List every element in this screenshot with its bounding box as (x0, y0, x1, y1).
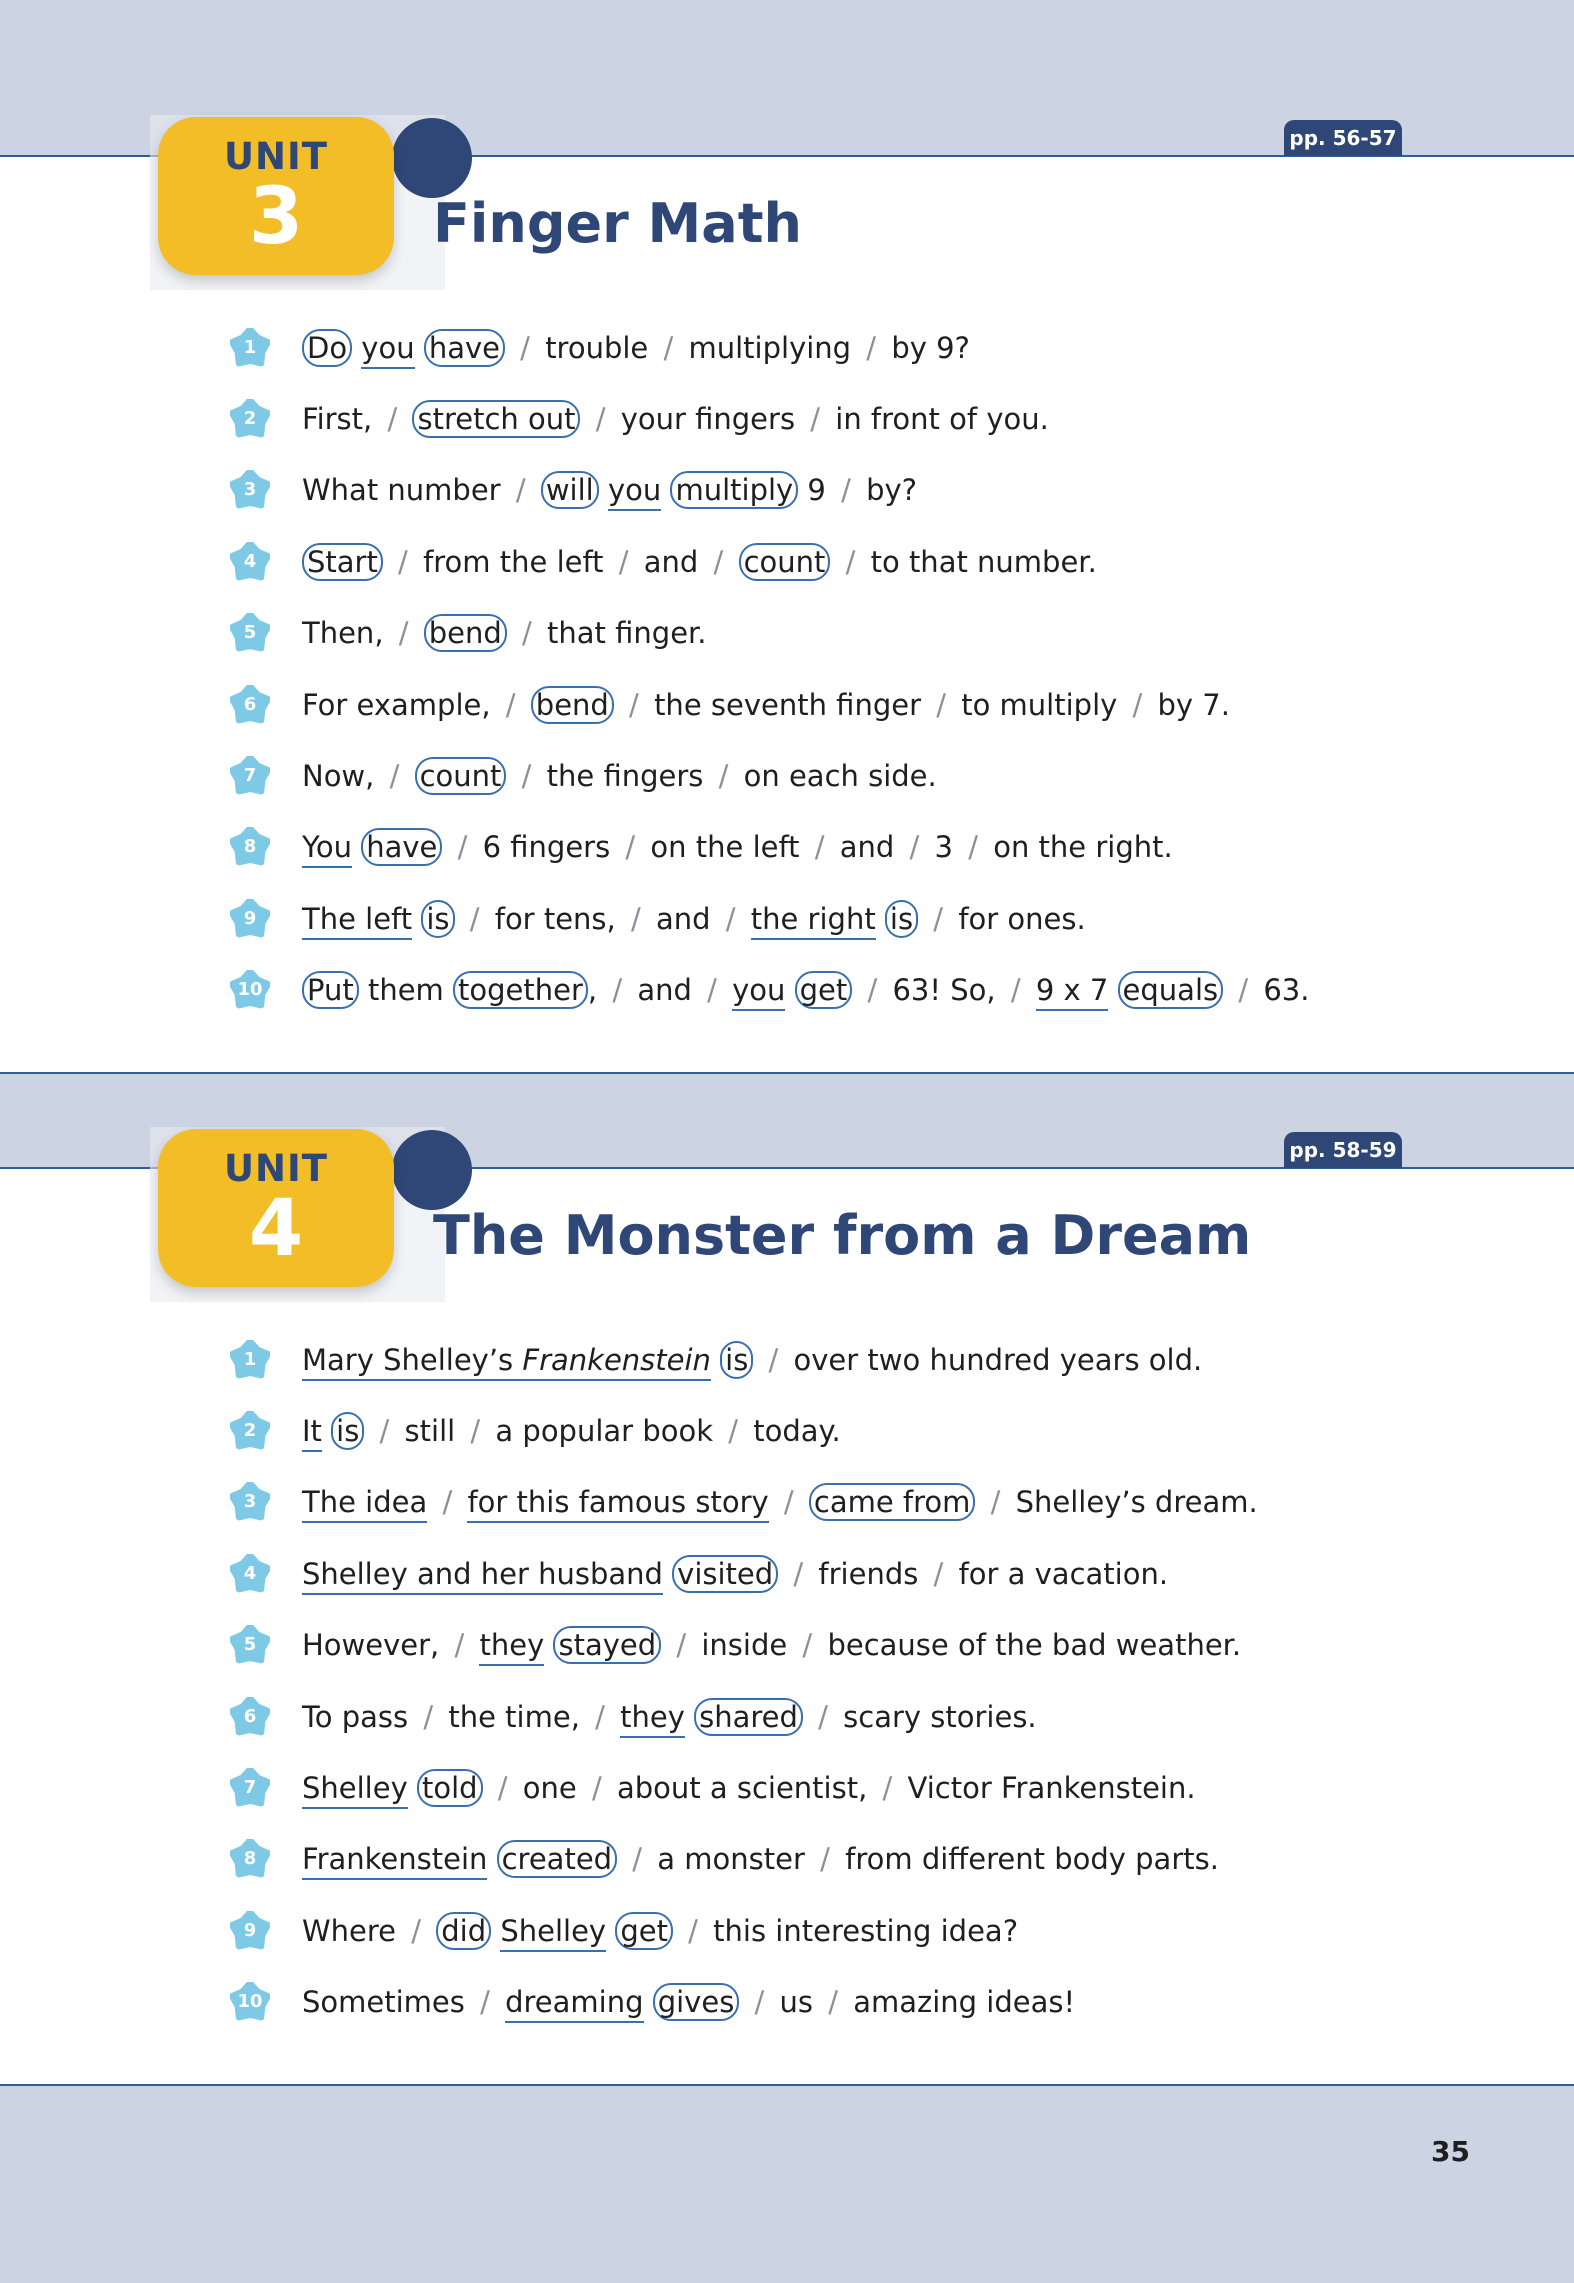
sentence-number: 8 (243, 1848, 257, 1870)
chunk-separator: / (582, 1771, 611, 1806)
sentence-item (230, 812, 1309, 883)
verb-circled: shared (694, 1698, 803, 1736)
sentence-item (230, 1467, 1258, 1538)
verb-circled: stretch out (412, 400, 580, 438)
sentence-number: 2 (243, 1420, 257, 1442)
sentence-number-badge (230, 1625, 270, 1665)
chunk-separator: / (858, 973, 887, 1008)
chunk-separator: / (716, 901, 745, 936)
subject-underlined: you (608, 473, 661, 511)
subject-underlined: Shelley (500, 1914, 606, 1952)
text-chunk: and (637, 973, 692, 1008)
text-chunk: To pass (302, 1699, 409, 1734)
sentence-item (230, 1752, 1258, 1823)
sentence-text (302, 331, 970, 365)
verb-circled: get (615, 1912, 673, 1950)
text-chunk (322, 1414, 331, 1448)
chunk-separator: / (414, 1699, 443, 1734)
chunk-separator: / (808, 1699, 838, 1734)
sentence-text (302, 973, 1309, 1007)
sentence-text (302, 830, 1173, 864)
sentence-item (230, 1824, 1258, 1895)
chunk-separator: / (873, 1771, 902, 1806)
text-chunk: friends (818, 1556, 919, 1591)
text-chunk: trouble (545, 330, 649, 365)
subject-underlined: the right (751, 902, 876, 940)
sentence-number-badge (230, 328, 270, 368)
text-chunk (606, 1914, 615, 1948)
sentence-item (230, 383, 1309, 454)
text-chunk: amazing ideas! (853, 1985, 1076, 2020)
chunk-separator: / (900, 830, 929, 865)
sentence-number: 4 (243, 1562, 257, 1584)
verb-circled: did (436, 1912, 491, 1950)
chunk-separator: / (709, 759, 738, 794)
text-chunk: on the right. (993, 830, 1173, 865)
text-chunk: from different body parts. (845, 1842, 1219, 1877)
verb-circled: will (541, 471, 599, 509)
sentence-number: 1 (243, 1348, 257, 1370)
chunk-separator: / (810, 1842, 840, 1877)
sentence-text (302, 1985, 1075, 2019)
chunk-separator: / (470, 1985, 500, 2020)
chunk-separator: / (460, 901, 489, 936)
text-chunk: 9 (798, 473, 826, 508)
sentence-text (302, 688, 1230, 722)
text-chunk: inside (701, 1628, 788, 1663)
verb-circled: is (331, 1412, 364, 1450)
chunk-separator: / (510, 330, 540, 365)
sentence-number-badge (230, 899, 270, 939)
text-chunk: still (404, 1414, 456, 1449)
page-number: 35 (1431, 2135, 1470, 2168)
text-chunk: Victor Frankenstein. (907, 1771, 1196, 1806)
text-chunk: one (522, 1771, 577, 1806)
text-chunk (711, 1343, 720, 1377)
sentence-number-badge (230, 970, 270, 1010)
unit-title: Finger Math (433, 192, 802, 255)
chunk-separator: / (1229, 973, 1258, 1008)
chunk-separator: / (805, 830, 834, 865)
text-chunk: and (643, 544, 699, 579)
text-chunk: the seventh finger (654, 687, 921, 722)
chunk-separator: / (745, 1985, 774, 2020)
text-chunk: on the left (650, 830, 800, 865)
sentence-number-badge (230, 1340, 270, 1380)
text-chunk: the time, (448, 1699, 580, 1734)
sentence-number: 6 (243, 1705, 257, 1727)
sentence-number-badge (230, 1768, 270, 1808)
sentence-list (230, 1324, 1258, 2038)
chunk-separator: / (774, 1485, 803, 1520)
text-chunk: from the left (423, 544, 604, 579)
chunk-separator: / (585, 1699, 615, 1734)
sentence-number: 10 (237, 1991, 263, 2013)
verb-circled: equals (1118, 971, 1224, 1009)
sentence-number: 7 (243, 765, 257, 787)
sentence-text (302, 1771, 1196, 1805)
text-chunk: the fingers (546, 759, 704, 794)
subject-underlined: The idea (302, 1485, 427, 1523)
unit-tab-knob (392, 1130, 472, 1210)
sentence-number: 5 (243, 622, 257, 644)
sentence-text (302, 1842, 1219, 1876)
sentence-number-badge (230, 1839, 270, 1879)
unit-badge (158, 117, 394, 275)
text-chunk: Shelley’s dream. (1015, 1485, 1258, 1520)
text-chunk: , (587, 973, 598, 1008)
text-chunk: Where (302, 1913, 397, 1948)
sentence-number: 1 (243, 336, 257, 358)
verb-circled: is (421, 900, 454, 938)
chunk-separator: / (621, 901, 650, 936)
chunk-separator: / (378, 402, 407, 437)
sentence-text (302, 402, 1049, 436)
text-chunk: First, (302, 402, 373, 437)
chunk-separator: / (619, 687, 649, 722)
verb-circled: Put (302, 971, 359, 1009)
sentence-number-badge (230, 1411, 270, 1451)
sentence-number: 9 (243, 907, 257, 929)
text-chunk: 6 fingers (482, 830, 611, 865)
text-chunk: For example, (302, 687, 491, 722)
chunk-separator: / (793, 1628, 822, 1663)
text-chunk (876, 902, 885, 936)
text-chunk: them (358, 973, 454, 1008)
sentence-item (230, 1895, 1258, 1966)
sentence-number: 10 (237, 979, 263, 1001)
subject-underlined: Mary Shelley’s (302, 1343, 522, 1381)
sentence-item (230, 312, 1309, 383)
chunk-separator: / (603, 973, 632, 1008)
verb-circled: together (453, 971, 588, 1009)
sentence-item (230, 740, 1309, 811)
sentence-item (230, 1538, 1258, 1609)
sentence-number-badge (230, 613, 270, 653)
subject-underlined: The left (302, 902, 412, 940)
chunk-separator: / (389, 616, 418, 651)
text-chunk: Then, (302, 616, 384, 651)
sentence-item (230, 526, 1309, 597)
chunk-separator: / (370, 1414, 399, 1449)
chunk-separator: / (801, 402, 830, 437)
verb-circled: gives (653, 1983, 740, 2021)
subject-underlined: dreaming (505, 1985, 643, 2023)
chunk-separator: / (388, 544, 418, 579)
sentence-number-badge (230, 1911, 270, 1951)
text-chunk: by? (866, 473, 918, 508)
verb-circled: is (720, 1341, 753, 1379)
sentence-number-badge (230, 827, 270, 867)
text-chunk: scary stories. (843, 1699, 1037, 1734)
sentence-text (302, 616, 707, 650)
sentence-number: 4 (243, 550, 257, 572)
verb-circled: bend (424, 614, 507, 652)
sentence-number-badge (230, 1697, 270, 1737)
text-chunk: by 9? (891, 330, 970, 365)
verb-circled: told (417, 1769, 483, 1807)
subject-underlined: Shelley and her husband (302, 1557, 663, 1595)
text-chunk: What number (302, 473, 501, 508)
page-reference-tab: pp. 56-57 (1284, 120, 1402, 156)
chunk-separator: / (697, 973, 727, 1008)
unit-label: UNIT (223, 135, 328, 178)
sentence-number: 6 (243, 693, 257, 715)
sentence-number: 9 (243, 1919, 257, 1941)
verb-circled: count (415, 757, 507, 795)
chunk-separator: / (1123, 687, 1152, 722)
chunk-separator: / (402, 1913, 431, 1948)
chunk-separator: / (433, 1485, 462, 1520)
chunk-separator: / (678, 1913, 708, 1948)
text-chunk: because of the bad weather. (827, 1628, 1242, 1663)
verb-circled: count (739, 543, 831, 581)
subject-underlined: Frankenstein (302, 1842, 487, 1880)
sentence-item (230, 1610, 1258, 1681)
sentence-item (230, 455, 1309, 526)
text-chunk: to multiply (961, 687, 1118, 722)
verb-circled: have (424, 329, 505, 367)
sentence-number-badge (230, 399, 270, 439)
sentence-item (230, 955, 1309, 1026)
sentence-text (302, 1914, 1018, 1948)
text-chunk: over two hundred years old. (793, 1342, 1203, 1377)
sentence-item (230, 598, 1309, 669)
sentence-number: 2 (243, 408, 257, 430)
sentence-number: 5 (243, 1634, 257, 1656)
chunk-separator: / (616, 830, 645, 865)
sentence-number: 3 (243, 479, 257, 501)
sentence-item (230, 883, 1309, 954)
text-chunk: that finger. (547, 616, 707, 651)
sentence-number: 8 (243, 836, 257, 858)
sentence-text (302, 1414, 841, 1448)
text-chunk: by 7. (1157, 687, 1230, 722)
verb-circled: created (497, 1840, 617, 1878)
chunk-separator: / (819, 1985, 848, 2020)
text-chunk: to that number. (870, 544, 1097, 579)
text-chunk: your fingers (620, 402, 796, 437)
chunk-separator: / (461, 1414, 490, 1449)
sentence-text (302, 1700, 1037, 1734)
text-chunk: for ones. (958, 901, 1086, 936)
text-chunk (1108, 973, 1117, 1007)
subject-underlined: You (302, 830, 352, 868)
chunk-separator: / (667, 1628, 696, 1663)
text-chunk (599, 473, 608, 507)
chunk-separator: / (496, 687, 525, 722)
chunk-separator: / (924, 1556, 953, 1591)
verb-circled: Start (302, 543, 383, 581)
chunk-separator: / (927, 687, 956, 722)
chunk-separator: / (719, 1414, 748, 1449)
chunk-separator: / (623, 1842, 652, 1877)
text-chunk: for a vacation. (958, 1556, 1169, 1591)
chunk-separator: / (836, 544, 865, 579)
subject-underlined: they (620, 1700, 685, 1738)
text-chunk: a monster (657, 1842, 805, 1877)
text-chunk: on each side. (743, 759, 937, 794)
verb-circled: Do (302, 329, 352, 367)
text-chunk: today. (753, 1414, 841, 1449)
text-chunk: Sometimes (302, 1985, 465, 2020)
chunk-separator: / (981, 1485, 1010, 1520)
verb-circled: get (795, 971, 853, 1009)
chunk-separator: / (380, 759, 409, 794)
chunk-separator: / (784, 1556, 813, 1591)
chunk-separator: / (959, 830, 988, 865)
text-chunk (685, 1700, 694, 1734)
text-chunk: and (839, 830, 895, 865)
subject-underlined: It (302, 1414, 322, 1452)
text-chunk: for tens, (494, 901, 616, 936)
subject-underlined: you (732, 973, 785, 1011)
chunk-separator: / (759, 1342, 788, 1377)
subject-underlined: 9 x 7 (1036, 973, 1109, 1011)
chunk-separator: / (924, 901, 953, 936)
sentence-number-badge (230, 470, 270, 510)
verb-circled: have (361, 828, 442, 866)
unit-tab-knob (392, 118, 472, 198)
text-chunk: this interesting idea? (713, 1913, 1019, 1948)
text-chunk: about a scientist, (616, 1771, 868, 1806)
text-chunk (352, 830, 361, 864)
verb-circled: multiply (670, 471, 798, 509)
subject-underlined: for this famous story (467, 1485, 768, 1523)
sentence-number: 3 (243, 1491, 257, 1513)
chunk-separator: / (654, 330, 683, 365)
text-chunk: multiplying (688, 330, 852, 365)
text-chunk (415, 331, 424, 365)
sentence-number-badge (230, 1554, 270, 1594)
sentence-item (230, 1324, 1258, 1395)
sentence-text (302, 759, 937, 793)
chunk-separator: / (1001, 973, 1030, 1008)
sentence-number: 7 (243, 1777, 257, 1799)
verb-circled: stayed (553, 1626, 661, 1664)
chunk-separator: / (704, 544, 733, 579)
text-chunk: a popular book (495, 1414, 714, 1449)
chunk-separator: / (512, 616, 542, 651)
sentence-number-badge (230, 756, 270, 796)
chunk-separator: / (506, 473, 535, 508)
sentence-number-badge (230, 1482, 270, 1522)
unit-number: 3 (248, 172, 304, 262)
verb-circled: visited (672, 1555, 778, 1593)
text-chunk: in front of you. (835, 402, 1049, 437)
chunk-separator: / (488, 1771, 517, 1806)
sentence-list (230, 312, 1309, 1026)
sentence-item (230, 1395, 1258, 1466)
text-chunk: 3 (934, 830, 953, 865)
text-chunk: However, (302, 1628, 440, 1663)
sentence-item (230, 669, 1309, 740)
text-chunk: Now, (302, 759, 375, 794)
sentence-text (302, 473, 917, 507)
unit-label: UNIT (223, 1147, 328, 1190)
chunk-separator: / (586, 402, 615, 437)
sentence-text (302, 1628, 1241, 1662)
sentence-number-badge (230, 685, 270, 725)
verb-circled: is (885, 900, 918, 938)
sentence-text (302, 1485, 1258, 1519)
unit-number: 4 (248, 1184, 304, 1274)
sentence-number-badge (230, 1982, 270, 2022)
text-chunk (408, 1771, 417, 1805)
text-chunk (487, 1842, 496, 1876)
text-chunk (663, 1557, 672, 1591)
verb-circled: bend (531, 686, 614, 724)
text-chunk (644, 1985, 653, 2019)
sentence-text (302, 902, 1086, 936)
sentence-item (230, 1967, 1258, 2038)
text-chunk (785, 973, 794, 1007)
text-chunk: 63! So, (892, 973, 996, 1008)
subject-underlined: Shelley (302, 1771, 408, 1809)
sentence-item (230, 1681, 1258, 1752)
verb-circled: came from (809, 1483, 976, 1521)
unit-badge (158, 1129, 394, 1287)
chunk-separator: / (448, 830, 477, 865)
text-chunk: us (779, 1985, 814, 2020)
chunk-separator: / (445, 1628, 474, 1663)
text-chunk (352, 331, 361, 365)
chunk-separator: / (512, 759, 541, 794)
subject-underlined: you (361, 331, 414, 369)
chunk-separator: / (831, 473, 861, 508)
text-chunk: and (655, 901, 711, 936)
sentence-number-badge (230, 542, 270, 582)
subject-underlined-italic: Frankenstein (522, 1343, 711, 1381)
page-reference-tab: pp. 58-59 (1284, 1132, 1402, 1168)
chunk-separator: / (609, 544, 638, 579)
sentence-text (302, 1557, 1168, 1591)
chunk-separator: / (857, 330, 886, 365)
unit-title: The Monster from a Dream (433, 1204, 1252, 1267)
text-chunk: 63. (1263, 973, 1310, 1008)
sentence-text (302, 545, 1097, 579)
text-chunk (491, 1914, 500, 1948)
text-chunk (412, 902, 421, 936)
subject-underlined: they (479, 1628, 544, 1666)
sentence-text (302, 1343, 1202, 1377)
